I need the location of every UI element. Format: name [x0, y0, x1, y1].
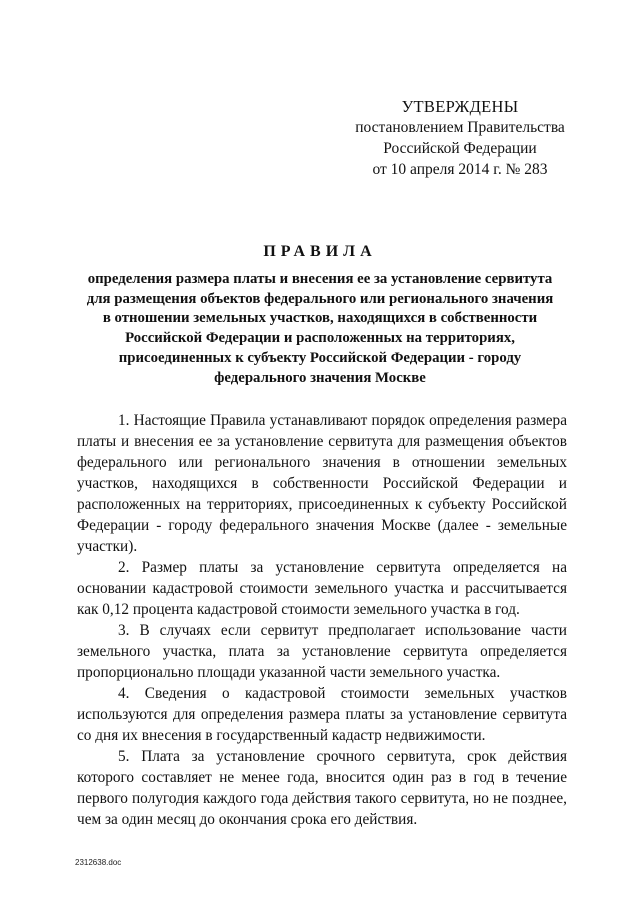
document-body: [77, 410, 567, 830]
subtitle-line: присоединенных к субъекту Российской Федерации - городу: [118, 349, 522, 366]
document-subtitle: [60, 270, 580, 388]
document-title: ПРАВИЛА: [263, 243, 377, 260]
subtitle-line: в отношении земельных участков, находящихся в собственности: [102, 310, 538, 327]
paragraph-3: 3. В случаях если сервитут предполагает использование части земельного участка, плата за установление сервитута определяется пропорционально площади указанной части земельного участка.: [77, 622, 567, 681]
approval-heading: УТВЕРЖДЕНЫ: [401, 97, 519, 116]
subtitle-line: для размещения объектов федерального или регионального значения: [86, 290, 554, 307]
approval-stamp: [330, 96, 590, 180]
paragraph-2: 2. Размер платы за установление сервитута определяется на основании кадастровой стоимости земельного участка и рассчитывается как 0,12 процента кадастровой стоимости земельного участка в год.: [77, 559, 567, 618]
approval-resolution-line: постановлением Правительства: [355, 119, 565, 136]
paragraph-4: 4. Сведения о кадастровой стоимости земельных участков используются для определения размера платы за установление сервитута со дня их внесения в государственный кадастр недвижимости.: [77, 685, 567, 744]
approval-government-line: Российской Федерации: [383, 140, 537, 157]
paragraph-5: 5. Плата за установление срочного сервитута, срок действия которого составляет не менее года, вносится один раз в год в течение первого полугодия каждого года действия такого сервитута, но не позднее, чем за один месяц до окончания срока его действия.: [77, 748, 567, 828]
approval-date-number-line: от 10 апреля 2014 г. № 283: [372, 161, 548, 178]
subtitle-line: определения размера платы и внесения ее за установление сервитута: [87, 271, 553, 287]
paragraph-1: 1. Настоящие Правила устанавливают порядок определения размера платы и внесения ее за установление сервитута для размещения объектов федерального или регионального значения в отношении земельных участков, находящихся в собственности Российской Федерации и расположенных на территориях, присоединенных к субъекту Российской Федерации - городу федерального значения Москве (далее - земельные участки).: [77, 412, 567, 555]
file-footer: 2312638.doc: [75, 858, 122, 867]
subtitle-line: федерального значения Москве: [214, 369, 426, 386]
subtitle-line: Российской Федерации и расположенных на территориях,: [125, 330, 515, 347]
